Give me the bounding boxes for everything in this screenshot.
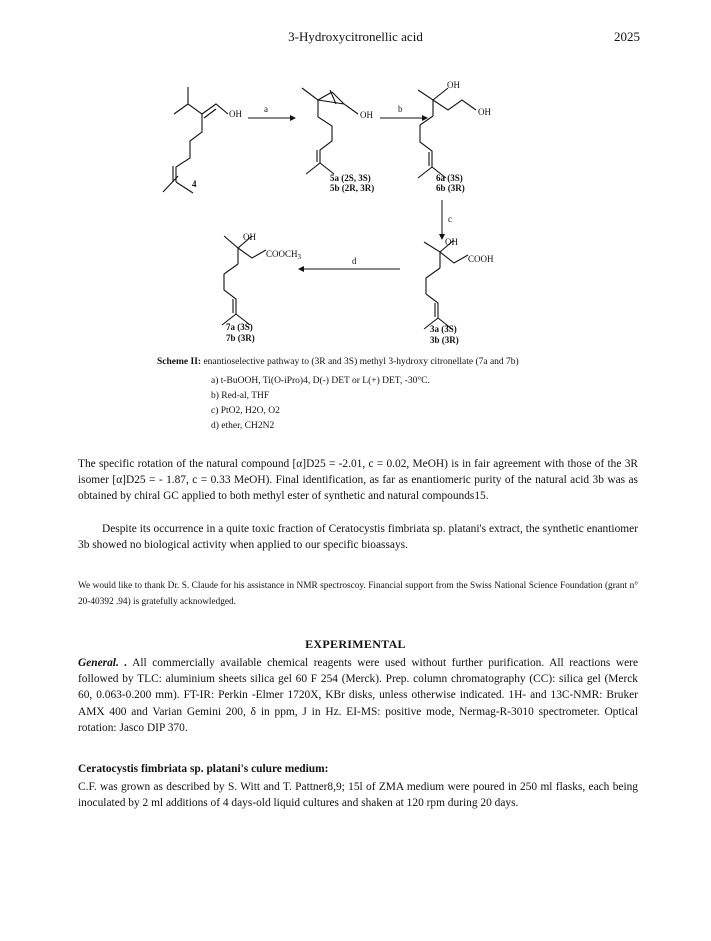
molecule-7 [222,236,266,325]
molecule-6 [418,88,476,178]
arrow-b-label: b [398,104,403,114]
compound-3b-label: 3b (3R) [430,335,459,345]
acknowledgement: We would like to thank Dr. S. Claude for his assistance in NMR spectroscoy. Financial support from the Swiss National Science Foundation (grant n° 20-40392 .94) is gratefully acknowledged. [78,581,638,607]
paragraph-culture: C.F. was grown as described by S. Witt and T. Pattner8,9; 15l of ZMA medium were poured in 250 ml flasks, each being inoculated by 2 ml additions of 4 days-old liquid cultures and shaken at 120 rpm during 20 days. [78,781,638,810]
arrow-d-label: d [352,256,357,266]
compound-3a-label: 3a (3S) [430,324,457,334]
compound-6b-label: 6b (3R) [436,183,465,193]
molecule-5-oh: OH [360,110,373,120]
compound-5b-label: 5b (2R, 3R) [330,183,375,193]
molecule-4-oh: OH [229,109,242,119]
compound-6a-label: 6a (3S) [436,173,463,183]
section-heading-experimental: EXPERIMENTAL [305,637,406,651]
molecule-5 [302,88,358,174]
scheme-caption: Scheme II: enantioselective pathway to (3R and 3S) methyl 3-hydroxy citronellate (7a and 7b) [157,357,519,367]
compound-5a-label: 5a (2S, 3S) [330,173,371,183]
arrow-c-label: c [448,214,452,224]
general-label: General. . [78,657,128,669]
molecule-7-oh: OH [243,232,256,242]
condition-a: a) t-BuOOH, Ti(O-iPro)4, D(-) DET or L(+) DET, -30°C. [211,376,430,386]
compound-7a-label: 7a (3S) [226,322,253,332]
compound-7b-label: 7b (3R) [226,333,255,343]
paragraph-general [78,655,638,736]
paragraph-rotation: The specific rotation of the natural compound [α]D25 = -2.01, c = 0.02, MeOH) is in fair agreement with those of the 3R isomer [α]D25 = - 1.87, c = 0.33 MeOH). Final identification, as far as enantiomeric purity of the natural acid 3b was as obtained by chiral GC applied to both methyl ester of synthetic and natural compounds15. [78,458,638,503]
molecule-6-oh-1: OH [447,80,460,90]
condition-c: c) PtO2, H2O, O2 [211,406,280,416]
condition-d: d) ether, CH2N2 [211,421,275,431]
molecule-3-oh: OH [445,237,458,247]
molecule-3 [424,240,468,329]
molecule-7-coome: $COOCH_3$ [266,249,302,261]
general-text: All commercially available chemical reagents were used without further purification. All reactions were followed by TLC: aluminium sheets silica gel 60 F 254 (Merck). Prep. column chromatography (CC): silica gel (Merck 60, 0.063-0.200 mm). FT-IR: Perkin -Elmer 1720X, KBr disks, unless otherwise indicated. 1H- and 13C-NMR: Bruker AMX 400 and Varian Gemini 200, δ in ppm, J in Hz. EI-MS: positive mode, Nermag-R-3010 spectrometer. Optical rotation: Jasco DIP 370. [78,657,638,734]
condition-b: b) Red-al, THF [211,391,270,401]
arrow-a-label: a [264,104,268,114]
page-number: 2025 [614,29,640,44]
molecule-6-oh-2: OH [478,107,491,117]
molecule-4 [163,87,228,193]
paragraph-bioassay: Despite its occurrence in a quite toxic fraction of Ceratocystis fimbriata sp. platani's extract, the synthetic enantiomer 3b showed no biological activity when applied to our specific bioassays. [78,523,638,552]
compound-4-label: 4 [192,179,197,189]
culture-heading: Ceratocystis fimbriata sp. platani's culure medium: [78,763,329,775]
molecule-3-cooh: COOH [468,254,494,264]
arrow-a-head [290,115,296,121]
arrow-d-head [298,266,304,272]
reaction-scheme [0,0,711,350]
running-header-title: 3-Hydroxycitronellic acid [288,29,423,44]
